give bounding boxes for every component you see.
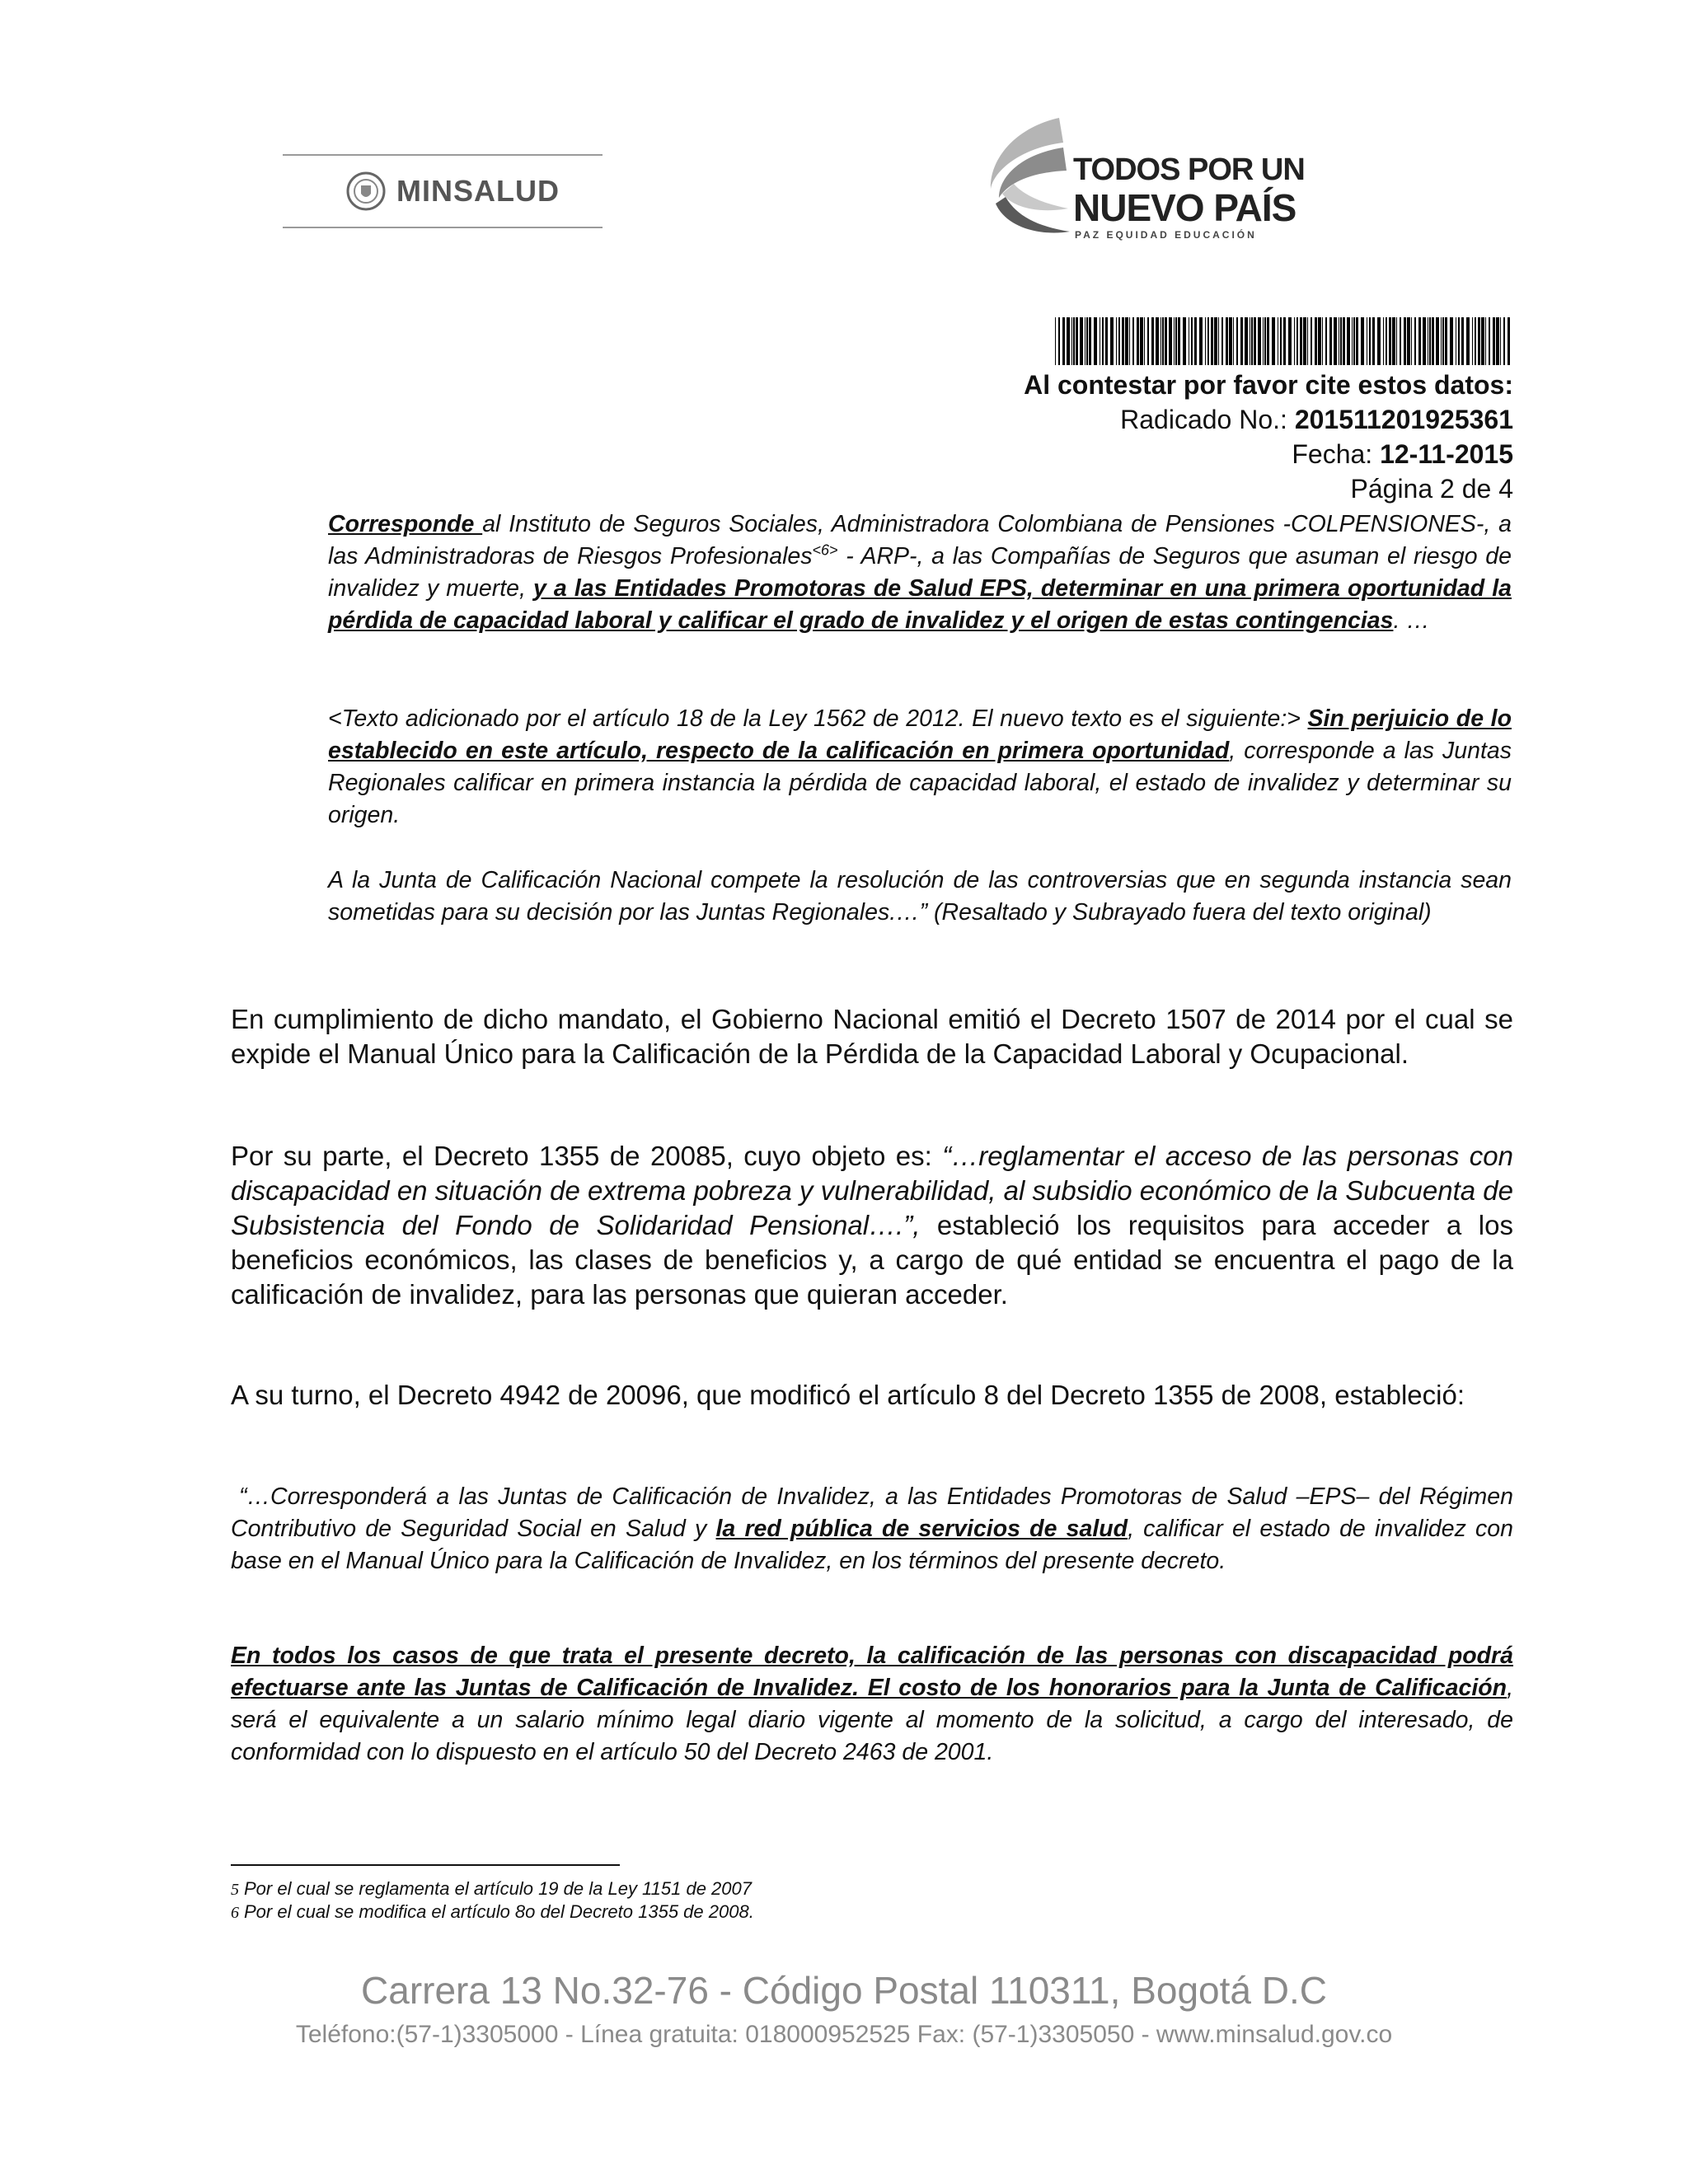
logo-bottom-rule (283, 227, 603, 228)
todos-por-un-nuevo-pais-logo (981, 111, 1305, 243)
coat-of-arms-icon (345, 171, 387, 212)
footer-address: Carrera 13 No.32-76 - Código Postal 110311, Bogotá D.C (361, 1969, 1327, 2012)
body-paragraph-1 (231, 1002, 1513, 1071)
footnote-separator (231, 1864, 620, 1866)
campaign-swoosh-icon (981, 111, 1080, 243)
campaign-logo-line2: NUEVO PAÍS (1073, 186, 1296, 229)
footnote-6 (231, 1900, 754, 1924)
quote1-text-a: al Instituto de Seguros Sociales, Administradora Colombiana de Pensiones -COLPENSIONES-, a las Administradoras de Riesgos Profesionales (328, 511, 1512, 569)
footnote-5 (231, 1877, 752, 1901)
quote1-emphasis: y a las Entidades Promotoras de Salud EPS, determinar en una primera oportunidad la pérdida de capacidad laboral y calificar el grado de invalidez y el origen de estas contingencias (328, 575, 1512, 634)
barcode (1053, 317, 1513, 365)
body-paragraph-2 (231, 1139, 1513, 1312)
logo-top-rule (283, 154, 603, 156)
para3-text: A su turno, el Decreto 4942 de 20096, que modificó el artículo 8 del Decreto 1355 de 2008, estableció: (231, 1380, 1465, 1410)
quote3-text: A la Junta de Calificación Nacional compete la resolución de las controversias que en segunda instancia sean sometidas para su decisión por las Juntas Regionales.…” (Resaltado y Subrayado fuera del texto original) (328, 867, 1512, 926)
quote1-text-b: - ARP-, a las Compañías de Seguros que asuman el riesgo de invalidez y muerte, (328, 543, 1512, 602)
quote-paragraph-5 (231, 1640, 1513, 1769)
minsalud-logo-text: MINSALUD (396, 174, 560, 208)
para2-text-a: Por su parte, el Decreto 1355 de 20085, cuyo objeto es: (231, 1141, 943, 1171)
quote-paragraph-1 (328, 509, 1512, 637)
quote1-lead: Corresponde (328, 511, 483, 537)
quote2-text-b: , corresponde a las Juntas Regionales calificar en primera instancia la pérdida de capacidad laboral, el estado de invalidez y determinar su origen. (328, 738, 1512, 828)
quote2-emphasis: Sin perjuicio de lo establecido en este artículo, respecto de la calificación en primera oportunidad (328, 705, 1512, 764)
quote1-tail: . … (1393, 607, 1430, 634)
footnote-number: 5 (231, 1881, 239, 1899)
page-number: Página 2 de 4 (1350, 474, 1513, 504)
quote4-emphasis: la red pública de servicios de salud (715, 1516, 1128, 1542)
fecha-line (1024, 437, 1513, 471)
radicado-value: 201511201925361 (1294, 405, 1513, 434)
para1-text: En cumplimiento de dicho mandato, el Gobierno Nacional emitió el Decreto 1507 de 2014 por el cual se expide el Manual Único para la Calificación de la Pérdida de la Capacidad Laboral y Ocupacional. (231, 1004, 1513, 1069)
quote5-text-b: , será el equivalente a un salario mínimo legal diario vigente al momento de la solicitud, a cargo del interesado, de conformidad con lo dispuesto en el artículo 50 del Decreto 2463 de 2001. (231, 1675, 1513, 1765)
quote2-text-a: <Texto adicionado por el artículo 18 de la Ley 1562 de 2012. El nuevo texto es el siguiente:> (328, 705, 1308, 732)
fecha-value: 12-11-2015 (1380, 439, 1513, 469)
footnote-number: 6 (231, 1904, 239, 1922)
para2-text-b: estableció los requisitos para acceder a los beneficios económicos, las clases de beneficios y, a cargo de qué entidad se encuentra el pago de la calificación de invalidez, para las personas que quieran acceder. (231, 1210, 1513, 1310)
para2-citation: “…reglamentar el acceso de las personas con discapacidad en situación de extrema pobreza y vulnerabilidad, al subsidio económico de la Subcuenta de Subsistencia del Fondo de Solidaridad Pensional….”, (231, 1141, 1513, 1240)
footer-contact: Teléfono:(57-1)3305000 - Línea gratuita: 018000952525 Fax: (57-1)3305050 - www.minsalud.gov.co (295, 2021, 1393, 2048)
campaign-logo-line1: TODOS POR UN (1073, 152, 1305, 187)
footnote-text: Por el cual se modifica el artículo 8o del Decreto 1355 de 2008. (244, 1901, 754, 1922)
citation-instruction: Al contestar por favor cite estos datos: (1024, 370, 1513, 400)
radicado-line (1024, 402, 1513, 437)
minsalud-logo (283, 154, 603, 228)
quote-paragraph-4 (231, 1481, 1513, 1577)
body-paragraph-3 (231, 1378, 1513, 1413)
campaign-logo-tagline: PAZ EQUIDAD EDUCACIÓN (1075, 229, 1257, 241)
citation-block (1024, 368, 1513, 506)
radicado-label: Radicado No.: (1120, 405, 1295, 434)
quote1-footnote-ref: <6> (812, 541, 838, 559)
footnote-text: Por el cual se reglamenta el artículo 19 de la Ley 1151 de 2007 (244, 1878, 752, 1899)
quote4-text-a: “…Corresponderá a las Juntas de Calificación de Invalidez, a las Entidades Promotoras de Salud –EPS– del Régimen Contributivo de Seguridad Social en Salud y (231, 1483, 1513, 1542)
quote5-emphasis: En todos los casos de que trata el presente decreto, la calificación de las personas con discapacidad podrá efectuarse ante las Juntas de Calificación de Invalidez. El costo de los honorarios para la Junta de Calificación (231, 1643, 1513, 1701)
fecha-label: Fecha: (1292, 439, 1381, 469)
quote-paragraph-2 (328, 703, 1512, 832)
quote-paragraph-3 (328, 865, 1512, 929)
quote4-text-b: , calificar el estado de invalidez con base en el Manual Único para la Calificación de Invalidez, en los términos del presente decreto. (231, 1516, 1514, 1574)
